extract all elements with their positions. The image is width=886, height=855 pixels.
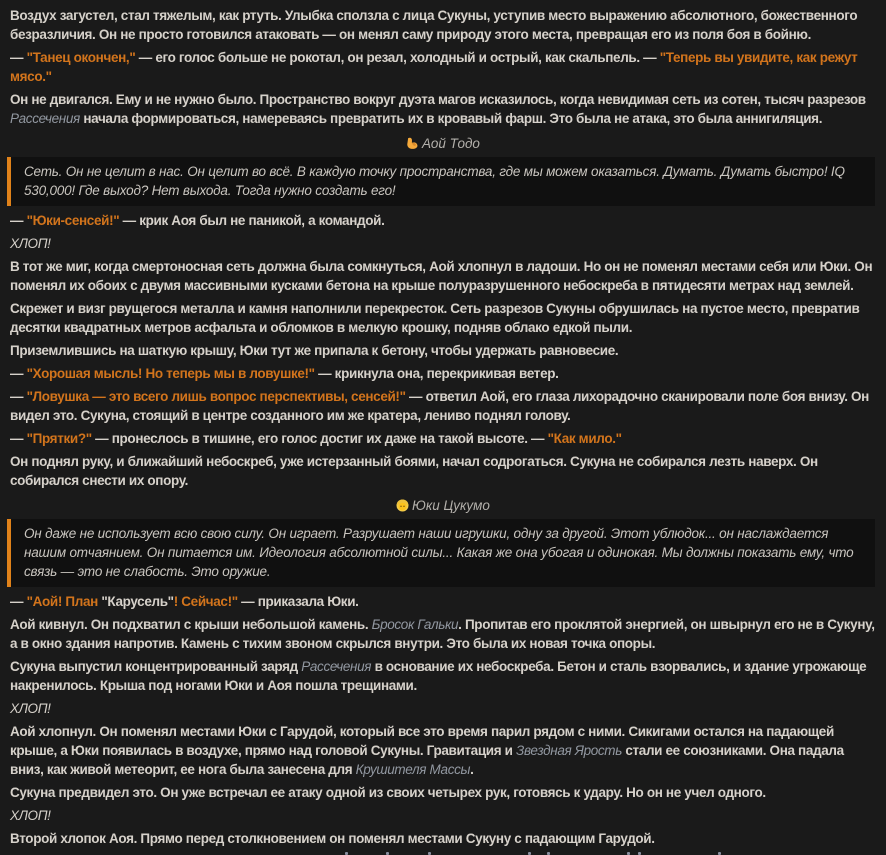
story-paragraph	[10, 257, 875, 295]
narration-text: — ответил Аой, его глаза лихорадочно сканировали поле боя внизу. Он видел это. Сукуна, стоящий в центре созданного им же кратера, лениво поднял голову.	[10, 389, 869, 423]
sfx-line	[10, 699, 875, 718]
spoken-dialogue-text: "Юки-сенсей!"	[26, 213, 120, 228]
narration-text: "Карусель"	[101, 594, 174, 609]
spoken-dialogue-text: "Теперь вы увидите, как режут мясо."	[10, 50, 858, 84]
story-paragraph	[10, 615, 875, 653]
dialogue-line	[10, 387, 875, 425]
narration-text: —	[10, 431, 27, 446]
narration-text: Сукуна выпустил концентрированный заряд	[10, 659, 302, 674]
narration-text: —	[10, 366, 27, 381]
spoken-dialogue-text: "Хорошая мысль! Но теперь мы в ловушке!"	[26, 366, 315, 381]
narration-text: — пронеслось в тишине, его голос достиг их даже на такой высоте. —	[91, 431, 548, 446]
technique-name-text: Бросок Гальки	[371, 617, 459, 632]
spoken-dialogue-text: "Аой! План	[26, 594, 102, 609]
narration-text: ХЛОП!	[10, 701, 51, 716]
sfx-line	[10, 806, 875, 825]
message-content	[10, 6, 875, 848]
story-paragraph	[10, 783, 875, 802]
spoken-dialogue-text: "Прятки?"	[26, 431, 92, 446]
dialogue-line	[10, 429, 875, 448]
narration-text: ХЛОП!	[10, 236, 51, 251]
narration-text: —	[10, 50, 27, 65]
story-paragraph	[10, 90, 875, 128]
story-paragraph	[10, 299, 875, 337]
story-paragraph	[10, 829, 875, 848]
story-paragraph	[10, 657, 875, 695]
narration-text: —	[10, 594, 27, 609]
narration-text: Аой кивнул. Он подхватил с крыши небольшой камень.	[10, 617, 372, 632]
story-paragraph	[10, 341, 875, 360]
narration-text: Он не двигался. Ему и не нужно было. Пространство вокруг дуэта магов исказилось, когда невидимая сеть из сотен, тысяч разрезов	[10, 92, 866, 107]
narration-text: Аой хлопнул. Он поменял местами Юки с Гарудой, который все это время парил рядом с ними. Сикигами остался на падающей крыше, а Юки появилась в воздухе, прямо над головой Сукуны. Гравитация и	[10, 724, 834, 758]
narration-text: в основание их небоскреба. Бетон и сталь взорвались, и здание угрожающе накренилось. Крыша под ногами Юки и Аоя пошла трещинами.	[10, 659, 867, 693]
narration-text: — приказала Юки.	[237, 594, 359, 609]
narration-text: Приземлившись на шаткую крышу, Юки тут же припала к бетону, чтобы удержать равновесие.	[10, 343, 619, 358]
flexed-biceps-icon	[405, 136, 420, 151]
story-paragraph	[10, 722, 875, 779]
narration-text: — крикнула она, перекрикивая ветер.	[314, 366, 559, 381]
story-paragraph	[10, 452, 875, 490]
inner-monologue-quote: Сеть. Он не целит в нас. Он целит во всё. В каждую точку пространства, где мы можем оказаться. Думать. Думать быстро! IQ 530,000! Где выход? Нет выхода. Тогда нужно создать его!	[7, 157, 875, 206]
narration-text: ХЛОП!	[10, 808, 51, 823]
dialogue-line	[10, 48, 875, 86]
character-header	[10, 135, 875, 152]
character-name: Юки Цукумо	[412, 498, 490, 513]
narration-text: Скрежет и визг рвущегося металла и камня наполнили перекресток. Сеть разрезов Сукуны обрушилась на пустое место, превратив десятки квадратных метров асфальта и обломков в мелкую крошку, подняв облако едкой пыли.	[10, 301, 860, 335]
narration-text: — его голос больше не рокотал, он резал, холодный и острый, как скальпель. —	[135, 50, 660, 65]
narration-text: Второй хлопок Аоя. Прямо перед столкновением он поменял местами Сукуну с падающим Гарудой.	[10, 831, 655, 846]
inner-monologue-quote: Он даже не использует всю свою силу. Он играет. Разрушает наши игрушки, одну за другой. Этот ублюдок... он наслаждается нашим отчаянием. Он питается им. Идеология абсолютной силы... Какая же она убогая и одинокая. Мы должны показать ему, что связь — это не слабость. Это оружие.	[7, 519, 875, 587]
dialogue-line	[10, 592, 875, 611]
dialogue-line	[10, 211, 875, 230]
spoken-dialogue-text: "Танец окончен,"	[26, 50, 136, 65]
technique-name-text: Рассечения	[10, 111, 80, 126]
spoken-dialogue-text: "Ловушка — это всего лишь вопрос перспективы, сенсей!"	[26, 389, 406, 404]
clipped-next-line-artifacts	[0, 851, 886, 855]
sfx-line	[10, 234, 875, 253]
dialogue-line	[10, 364, 875, 383]
blonde-person-icon	[395, 498, 410, 513]
character-name: Аой Тодо	[422, 136, 480, 151]
narration-text: стали ее союзниками. Она падала вниз, как живой метеорит, ее нога была занесена для	[10, 743, 844, 777]
technique-name-text: Рассечения	[301, 659, 372, 674]
narration-text: .	[470, 762, 474, 777]
narration-text: начала формироваться, намереваясь превратить их в кровавый фарш. Это была не атака, это была аннигиляция.	[79, 111, 823, 126]
technique-name-text: Крушителя Массы	[355, 762, 471, 777]
narration-text: —	[10, 389, 27, 404]
narration-text: В тот же миг, когда смертоносная сеть должна была сомкнуться, Аой хлопнул в ладоши. Но он не поменял местами себя или Юки. Он поменял их обоих с двумя массивными кусками бетона на крыше полуразрушенного небоскреба в пятидесяти метрах над землей.	[10, 259, 873, 293]
narration-text: — крик Аоя был не паникой, а командой.	[119, 213, 385, 228]
narration-text: Воздух загустел, стал тяжелым, как ртуть. Улыбка сползла с лица Сукуны, уступив место выражению абсолютного, божественного безразличия. Он не просто готовился атаковать — он менял саму природу этого места, превращая его из поля боя в бойню.	[10, 8, 858, 42]
narration-text: —	[10, 213, 27, 228]
narration-text: . Пропитав его проклятой энергией, он швырнул его не в Сукуну, а в окно здания напротив. Камень с тихим звоном скрылся внутри. Это была их новая точка опоры.	[10, 617, 875, 651]
narration-text: Сукуна предвидел это. Он уже встречал ее атаку одной из своих четырех рук, готовясь к удару. Но он не учел одного.	[10, 785, 766, 800]
narration-text: Он поднял руку, и ближайший небоскреб, уже истерзанный боями, начал содрогаться. Сукуна не собирался лезть наверх. Он собирался снести их опору.	[10, 454, 818, 488]
spoken-dialogue-text: ! Сейчас!"	[173, 594, 238, 609]
technique-name-text: Звездная Ярость	[516, 743, 622, 758]
spoken-dialogue-text: "Как мило."	[547, 431, 622, 446]
story-paragraph	[10, 6, 875, 44]
character-header	[10, 497, 875, 514]
